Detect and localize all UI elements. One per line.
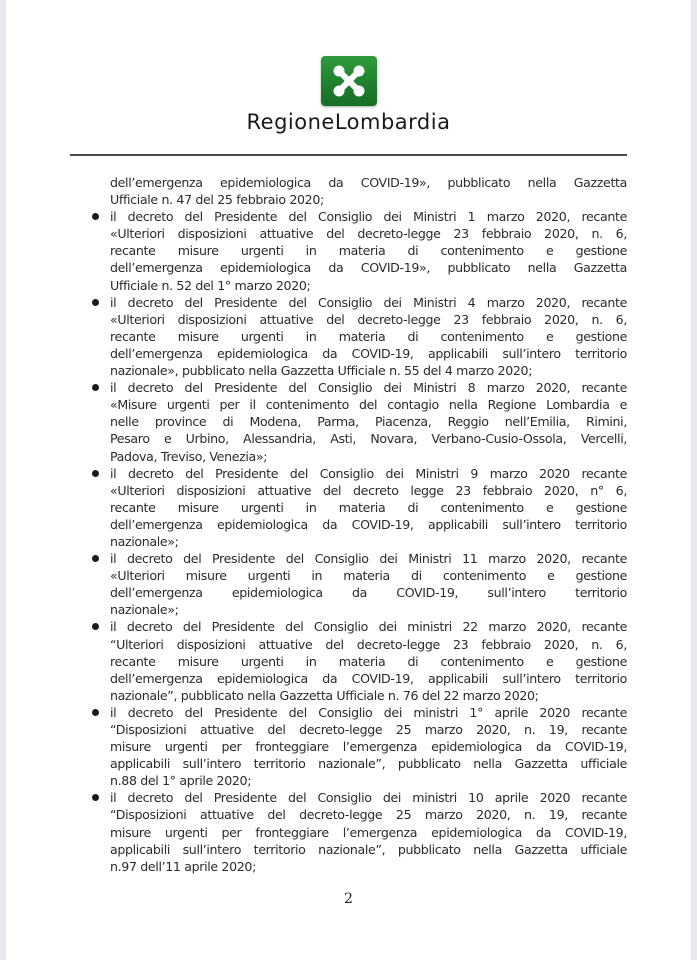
text-line: dell’emergenza epidemiologica da COVID-19», pubblicato nella Gazzetta (110, 175, 627, 190)
text-line: «Ulteriori disposizioni attuative del decreto legge 23 febbraio 2020, n° 6, (110, 482, 627, 498)
list-item (110, 618, 627, 703)
list-item (110, 465, 627, 550)
brand-name: RegioneLombardia (246, 110, 451, 134)
text-line: dell’emergenza epidemiologica da COVID-19, applicabili sull’intero territorio (110, 670, 627, 686)
text-line: dell’emergenza epidemiologica da COVID-19, sull’intero territorio (110, 585, 627, 601)
text-line: n.88 del 1° aprile 2020; (110, 773, 252, 789)
text-line: nazionale”, pubblicato nella Gazzetta Ufficiale n. 76 del 22 marzo 2020; (110, 687, 539, 703)
text-line: recante misure urgenti in materia di contenimento e gestione (110, 499, 627, 515)
text-line: “Disposizioni attuative del decreto-legge 25 marzo 2020, n. 19, recante (110, 722, 627, 737)
text-line: Ufficiale n. 47 del 25 febbraio 2020; (110, 192, 324, 208)
list-item (110, 379, 627, 464)
text-line: n.97 dell’11 aprile 2020; (110, 858, 256, 874)
text-line: recante misure urgenti in materia di contenimento e gestione (110, 243, 627, 259)
text-line: il decreto del Presidente del Consiglio dei Ministri 11 marzo 2020, recante (110, 551, 627, 567)
text-line: «Ulteriori disposizioni attuative del decreto-legge 23 febbraio 2020, n. 6, (110, 311, 627, 327)
text-line: il decreto del Presidente del Consiglio dei ministri 1° aprile 2020 recante (110, 704, 627, 720)
text-line: nelle province di Modena, Parma, Piacenza, Reggio nell’Emilia, Rimini, (110, 414, 627, 430)
list-item (110, 294, 627, 379)
list-item (110, 704, 627, 789)
text-line: il decreto del Presidente del Consiglio dei Ministri 9 marzo 2020 recante (110, 465, 627, 481)
list-item (110, 550, 627, 618)
regione-lombardia-logo-icon (321, 56, 377, 106)
list-item (110, 789, 627, 874)
bullet-icon (92, 555, 99, 562)
continuation-paragraph (110, 174, 627, 208)
text-line: nazionale»; (110, 533, 179, 549)
text-line: «Ulteriori misure urgenti in materia di contenimento e gestione (110, 568, 627, 584)
text-line: dell’emergenza epidemiologica da COVID-19», pubblicato nella Gazzetta (110, 260, 627, 276)
bullet-icon (92, 470, 99, 477)
text-line: “Ulteriori disposizioni attuative del decreto-legge 23 febbraio 2020, n. 6, (110, 636, 627, 652)
list-item (110, 208, 627, 293)
bullet-icon (92, 299, 99, 306)
text-line: «Misure urgenti per il contenimento del contagio nella Regione Lombardia e (110, 397, 627, 413)
text-line: applicabili sull’intero territorio nazionale”, pubblicato nella Gazzetta ufficiale (110, 756, 627, 772)
text-line: applicabili sull’intero territorio nazionale”, pubblicato nella Gazzetta ufficiale (110, 841, 627, 857)
text-line: misure urgenti per fronteggiare l’emergenza epidemiologica da COVID-19, (110, 824, 627, 840)
text-line: Pesaro e Urbino, Alessandria, Asti, Novara, Verbano-Cusio-Ossola, Vercelli, (110, 431, 627, 447)
text-line: misure urgenti per fronteggiare l’emergenza epidemiologica da COVID-19, (110, 739, 627, 755)
text-line: nazionale», pubblicato nella Gazzetta Ufficiale n. 55 del 4 marzo 2020; (110, 363, 533, 379)
text-line: il decreto del Presidente del Consiglio dei Ministri 4 marzo 2020, recante (110, 294, 627, 310)
text-line: nazionale»; (110, 602, 179, 618)
text-line: Padova, Treviso, Venezia»; (110, 448, 268, 464)
document-body (110, 174, 627, 875)
text-line: dell’emergenza epidemiologica da COVID-19, applicabili sull’intero territorio (110, 516, 627, 532)
text-line: dell’emergenza epidemiologica da COVID-19, applicabili sull’intero territorio (110, 345, 627, 361)
text-line: “Disposizioni attuative del decreto-legge 25 marzo 2020, n. 19, recante (110, 807, 627, 823)
bullet-icon (92, 709, 99, 716)
rosa-camuna-icon (331, 63, 367, 99)
text-line: il decreto del Presidente del Consiglio dei Ministri 8 marzo 2020, recante (110, 380, 627, 396)
text-line: recante misure urgenti in materia di contenimento e gestione (110, 653, 627, 669)
page-number: 2 (344, 891, 353, 907)
header-divider (70, 154, 627, 156)
text-line: «Ulteriori disposizioni attuative del decreto-legge 23 febbraio 2020, n. 6, (110, 226, 627, 242)
text-line: Ufficiale n. 52 del 1° marzo 2020; (110, 277, 311, 293)
text-line: il decreto del Presidente del Consiglio dei ministri 22 marzo 2020, recante (110, 619, 627, 635)
header-logo (0, 56, 697, 110)
text-line: il decreto del Presidente del Consiglio dei ministri 10 aprile 2020 recante (110, 790, 627, 806)
text-line: il decreto del Presidente del Consiglio dei Ministri 1 marzo 2020, recante (110, 209, 627, 225)
text-line: recante misure urgenti in materia di contenimento e gestione (110, 328, 627, 344)
